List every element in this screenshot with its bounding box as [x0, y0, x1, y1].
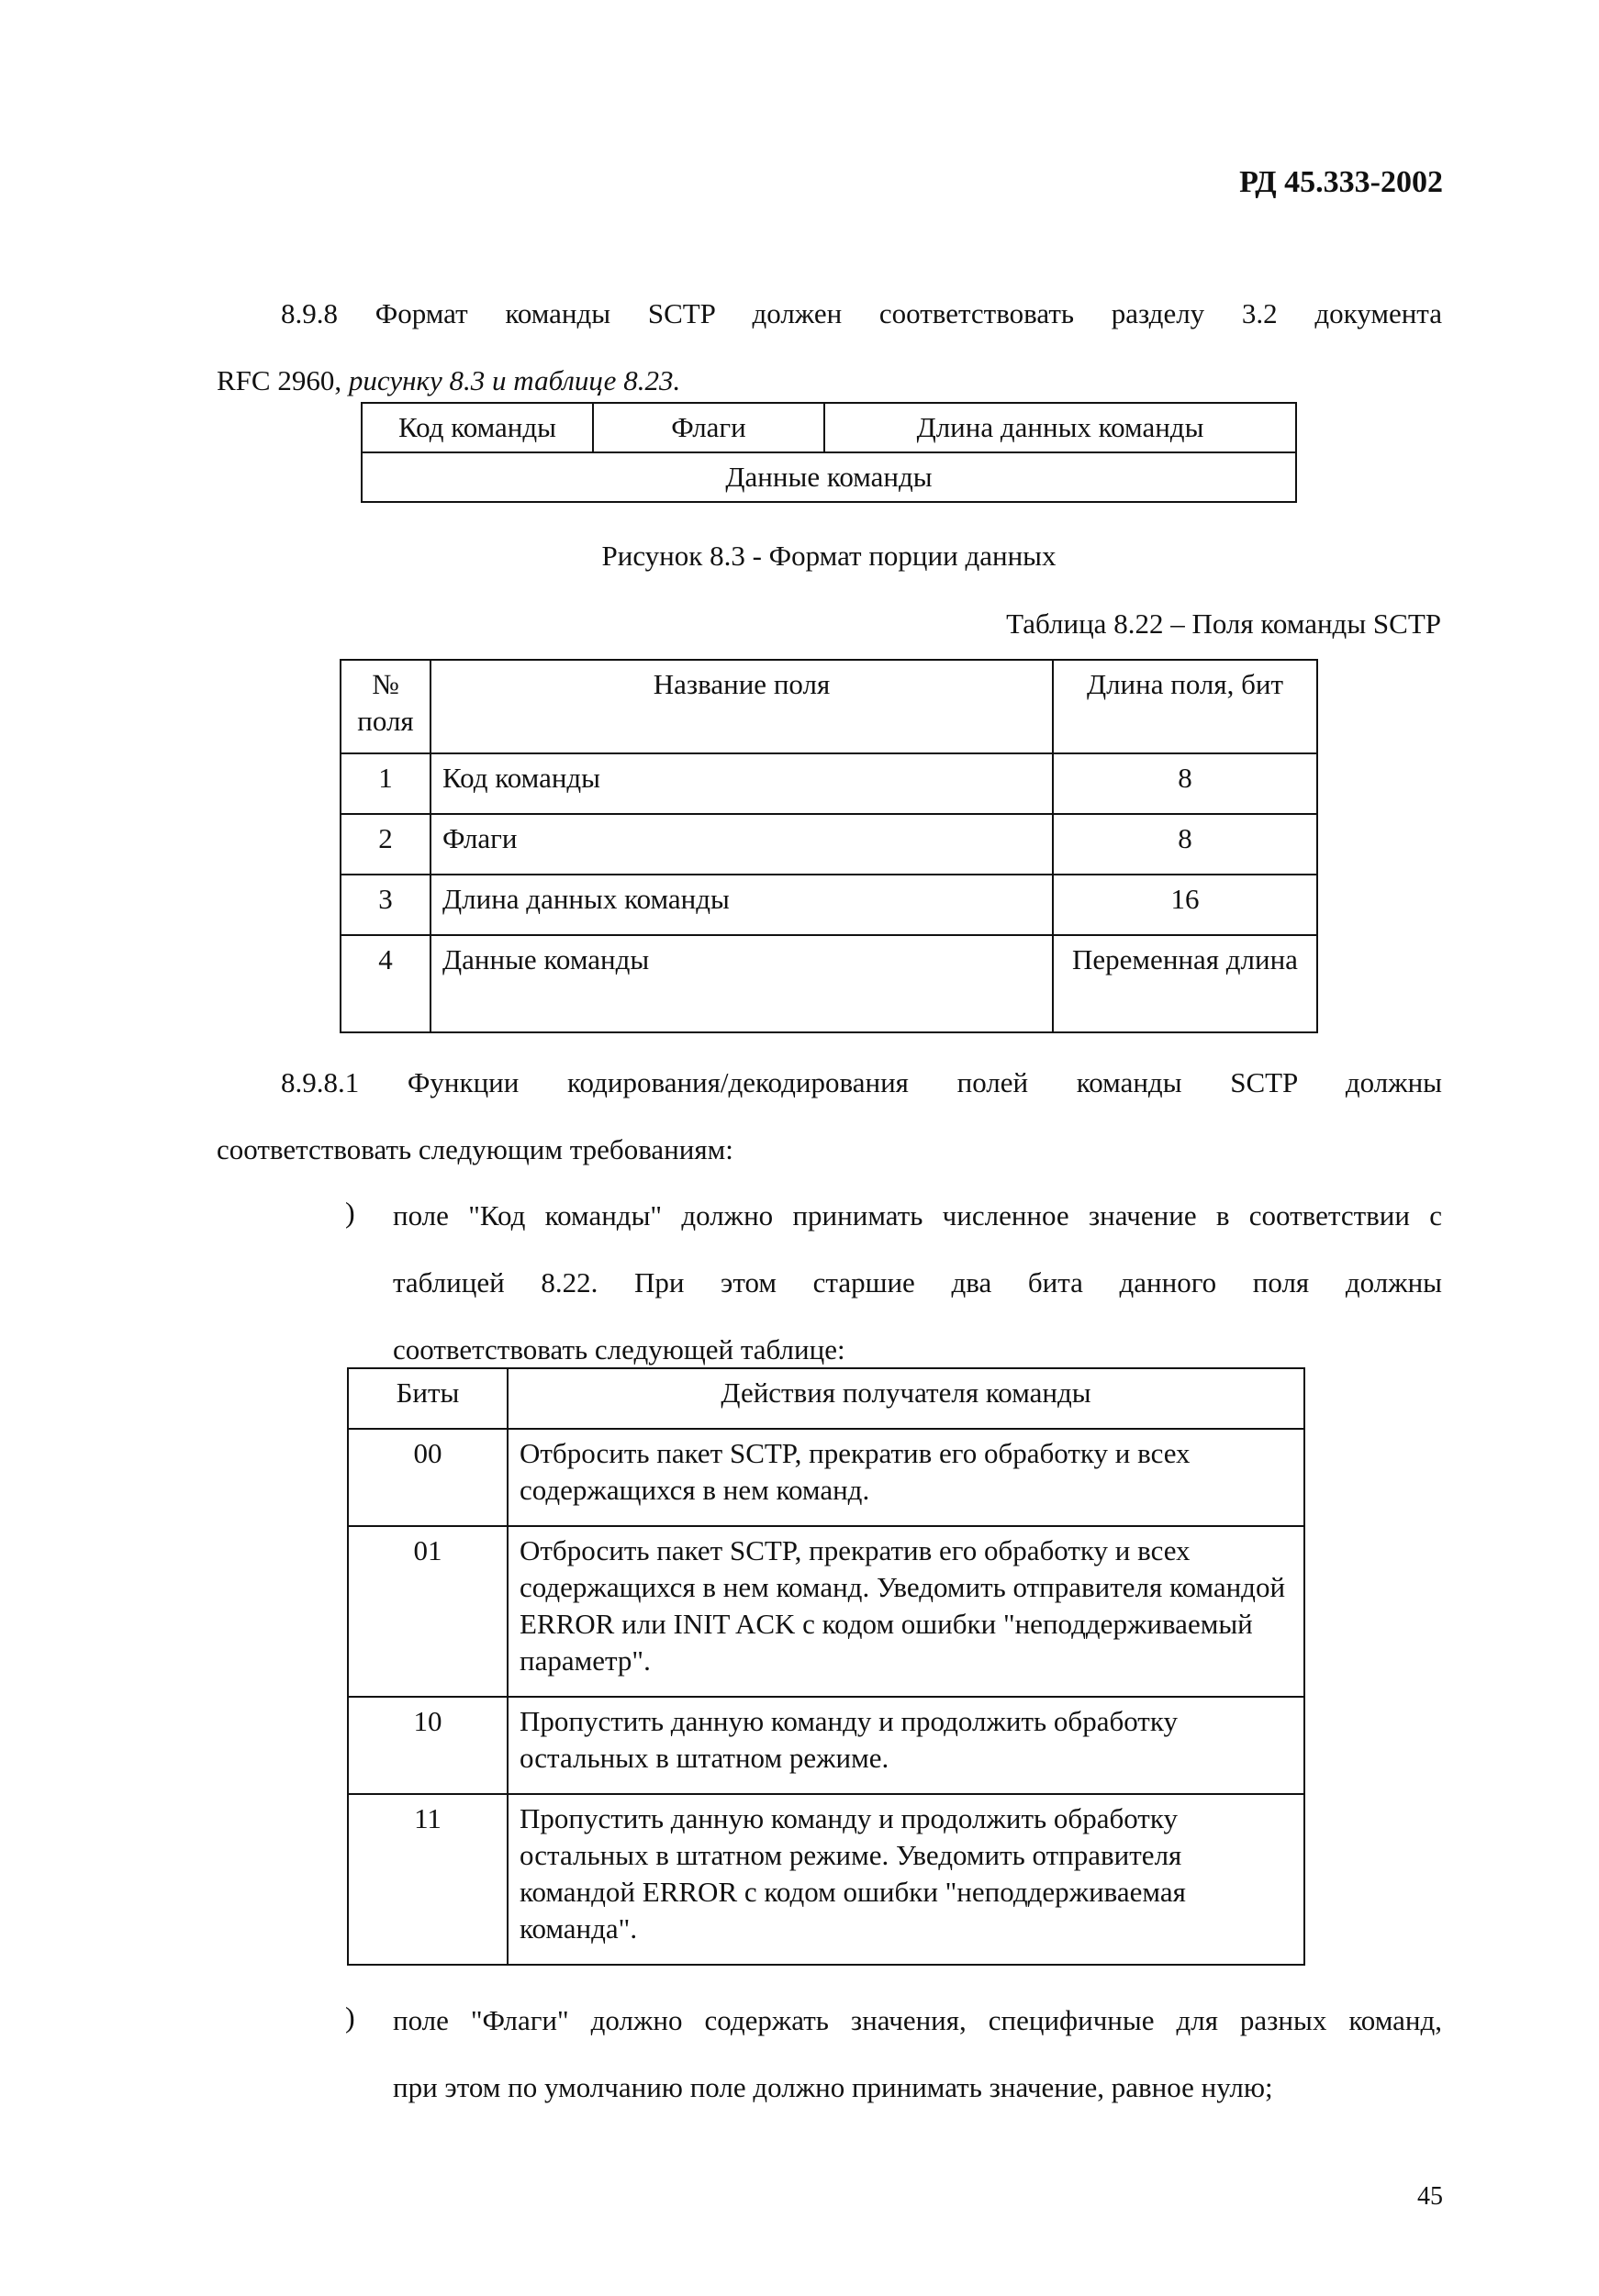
page-number: 45: [1417, 2182, 1443, 2211]
document-code: РД 45.333-2002: [1239, 165, 1443, 199]
section-8-9-8-1-line1: 8.9.8.1 Функции кодирования/декодирования полей команды SCTP должны: [281, 1066, 1442, 1098]
item-b: [393, 1987, 1442, 2121]
table-header-row: [341, 660, 1317, 753]
table-row: [348, 1429, 1304, 1526]
action-text: Пропустить данную команду и продолжить обработку остальных в штатном режиме.: [508, 1697, 1304, 1794]
bits-value: 00: [348, 1429, 508, 1526]
action-text: Пропустить данную команду и продолжить обработку остальных в штатном режиме. Уведомить отправителя командой ERROR с кодом ошибки "неподдерживаемая команда".: [508, 1794, 1304, 1965]
item-a-line1: поле "Код команды" должно принимать численное значение в соответствии с: [393, 1199, 1442, 1232]
item-b-line1: поле "Флаги" должно содержать значения, специфичные для разных команд,: [393, 2004, 1442, 2036]
item-b-marker: ): [345, 2001, 355, 2034]
table-row: [348, 1697, 1304, 1794]
bits-action-table: [347, 1367, 1305, 1966]
table-row: [341, 935, 1317, 1032]
figure-8-3-packet-format: [361, 402, 1297, 503]
figure-cell-command-data: Данные команды: [362, 452, 1296, 502]
field-number: 4: [341, 935, 430, 1032]
bits-value: 01: [348, 1526, 508, 1697]
item-a: [393, 1182, 1442, 1383]
table-8-22-title: Таблица 8.22 – Поля команды SCTP: [1006, 607, 1441, 640]
table-row: [341, 875, 1317, 935]
item-b-line2: при этом по умолчанию поле должно принимать значение, равное нулю;: [393, 2071, 1273, 2103]
figure-cell-flags: Флаги: [593, 403, 824, 452]
table-row: [341, 814, 1317, 875]
header-field-number: № поля: [341, 660, 430, 753]
header-bits: Биты: [348, 1368, 508, 1429]
table-header-row: [348, 1368, 1304, 1429]
action-text: Отбросить пакет SCTP, прекратив его обработку и всех содержащихся в нем команд. Уведомить отправителя командой ERROR или INIT ACK с кодом ошибки "неподдерживаемый параметр".: [508, 1526, 1304, 1697]
section-8-9-8-1: [217, 1049, 1442, 1183]
header-action: Действия получателя команды: [508, 1368, 1304, 1429]
section-8-9-8-figure-ref: рисунку 8.3 и таблице 8.23.: [348, 364, 681, 396]
figure-caption: Рисунок 8.3 - Формат порции данных: [601, 540, 1057, 572]
header-field-length: Длина поля, бит: [1053, 660, 1317, 753]
table-row: [348, 1526, 1304, 1697]
header-field-name: Название поля: [430, 660, 1053, 753]
bits-value: 11: [348, 1794, 508, 1965]
item-a-line3: соответствовать следующей таблице:: [393, 1333, 845, 1365]
field-length: 16: [1053, 875, 1317, 935]
bits-value: 10: [348, 1697, 508, 1794]
table-8-22: [340, 659, 1318, 1033]
field-length: 8: [1053, 814, 1317, 875]
field-number: 2: [341, 814, 430, 875]
section-8-9-8-1-line2: соответствовать следующим требованиям:: [217, 1133, 733, 1165]
section-8-9-8-rfc: RFC 2960,: [217, 364, 349, 396]
field-number: 1: [341, 753, 430, 814]
field-length: 8: [1053, 753, 1317, 814]
item-a-line2: таблицей 8.22. При этом старшие два бита данного поля должны: [393, 1266, 1442, 1298]
item-a-marker: ): [345, 1196, 355, 1229]
field-name: Код команды: [430, 753, 1053, 814]
section-8-9-8-line1: 8.9.8 Формат команды SCTP должен соответствовать разделу 3.2 документа: [281, 297, 1442, 329]
figure-cell-command-length: Длина данных команды: [824, 403, 1296, 452]
table-row: [348, 1794, 1304, 1965]
field-length: Переменная длина: [1053, 935, 1317, 1032]
field-name: Длина данных команды: [430, 875, 1053, 935]
figure-cell-command-code: Код команды: [362, 403, 593, 452]
table-row: [341, 753, 1317, 814]
field-name: Данные команды: [430, 935, 1053, 1032]
action-text: Отбросить пакет SCTP, прекратив его обработку и всех содержащихся в нем команд.: [508, 1429, 1304, 1526]
field-number: 3: [341, 875, 430, 935]
section-8-9-8: [217, 280, 1442, 414]
field-name: Флаги: [430, 814, 1053, 875]
